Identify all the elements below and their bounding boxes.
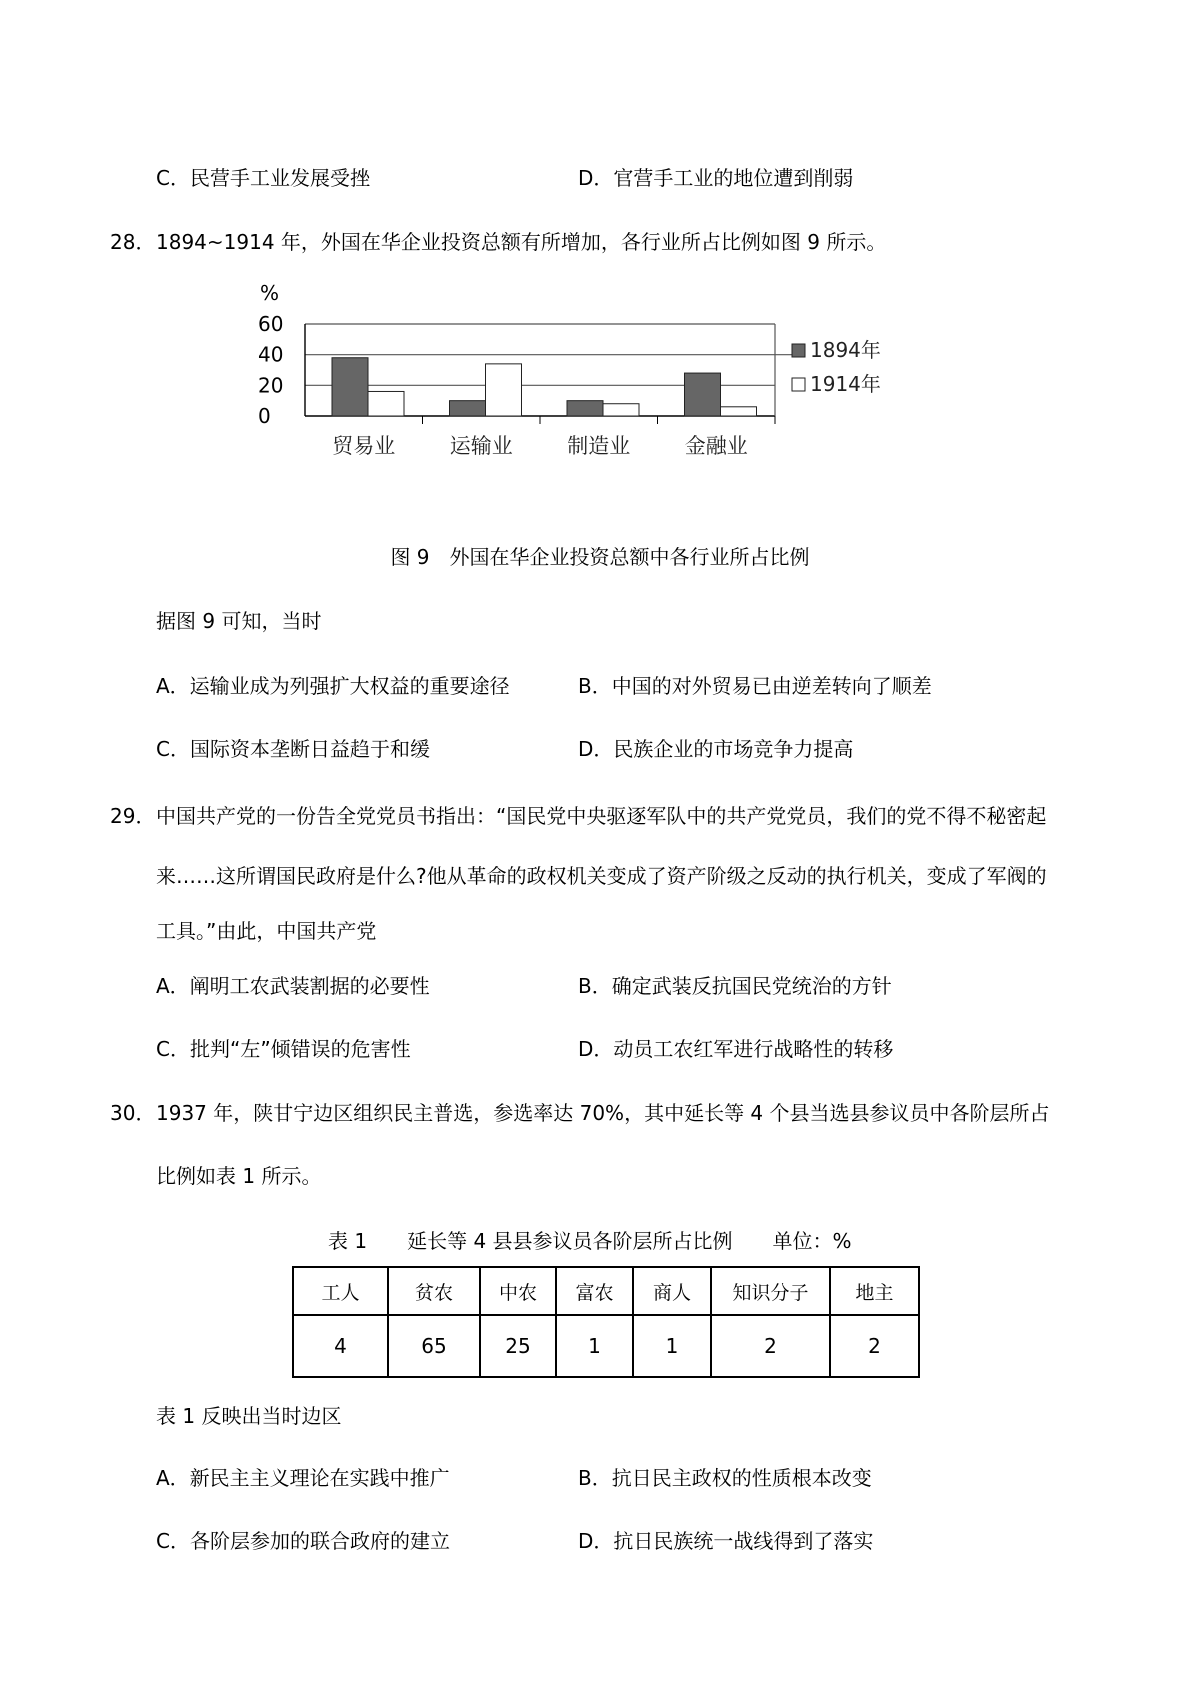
q28-option-c: C．国际资本垄断日益趋于和缓 — [156, 737, 430, 761]
legend-label: 1894年 — [810, 338, 881, 362]
q28-number: 28． — [110, 230, 156, 254]
q29-option-b: B．确定武装反抗国民党统治的方针 — [578, 974, 892, 998]
table-value-cell: 65 — [388, 1315, 480, 1377]
bar-series1 — [332, 358, 368, 416]
q28-stem: 1894~1914 年，外国在华企业投资总额有所增加，各行业所占比例如图 9 所示。 — [156, 230, 887, 254]
x-tick-label: 制造业 — [567, 434, 631, 458]
table-value-cell: 4 — [293, 1315, 388, 1377]
x-tick-label: 金融业 — [684, 434, 748, 458]
q29-option-a: A．阐明工农武装割据的必要性 — [156, 974, 430, 998]
chart-y-ticks — [258, 312, 283, 428]
figure-9-caption: 图 9 外国在华企业投资总额中各行业所占比例 — [390, 545, 810, 569]
q27-option-c: C．民营手工业发展受挫 — [156, 166, 370, 190]
q28-option-a: A．运输业成为列强扩大权益的重要途径 — [156, 674, 510, 698]
q29-stem-line-3: 工具。”由此，中国共产党 — [156, 919, 377, 943]
q29-stem-line-2: 来……这所谓国民政府是什么?他从革命的政权机关变成了资产阶级之反动的执行机关，变成了军阀的 — [156, 864, 1047, 888]
q30-stem-line-2: 比例如表 1 所示。 — [156, 1164, 322, 1188]
q30-option-a: A．新民主主义理论在实践中推广 — [156, 1466, 450, 1490]
q30-lead: 表 1 反映出当时边区 — [156, 1404, 342, 1428]
bar-series2 — [603, 404, 639, 416]
table-header-cell: 工人 — [293, 1267, 388, 1315]
q28-option-d: D．民族企业的市场竞争力提高 — [578, 737, 854, 761]
legend-swatch — [792, 378, 805, 391]
legend-label: 1914年 — [810, 372, 881, 396]
y-tick-label: 0 — [258, 404, 271, 428]
bar-series2 — [368, 391, 404, 416]
table-value-cell: 2 — [830, 1315, 919, 1377]
chart-legend — [792, 338, 881, 396]
q30-number: 30． — [110, 1101, 156, 1125]
q28-option-b: B．中国的对外贸易已由逆差转向了顺差 — [578, 674, 932, 698]
q29-option-d: D．动员工农红军进行战略性的转移 — [578, 1037, 894, 1061]
table-header-row — [293, 1267, 919, 1315]
table-header-cell: 地主 — [830, 1267, 919, 1315]
q29-option-c: C．批判“左”倾错误的危害性 — [156, 1037, 411, 1061]
table-value-cell: 1 — [633, 1315, 711, 1377]
q27-option-d: D．官营手工业的地位遭到削弱 — [578, 166, 854, 190]
table-header-cell: 富农 — [556, 1267, 633, 1315]
bar-series1 — [685, 373, 721, 416]
q30-stem-line-1: 1937 年，陕甘宁边区组织民主普选，参选率达 70%，其中延长等 4 个县当选县参议员中各阶层所占 — [156, 1101, 1050, 1125]
q28-bar-chart — [250, 282, 950, 512]
table-header-cell: 商人 — [633, 1267, 711, 1315]
bar-series1 — [450, 401, 486, 416]
bar-series1 — [567, 401, 603, 416]
q30-option-d: D．抗日民族统一战线得到了落实 — [578, 1529, 874, 1553]
table-value-cell: 1 — [556, 1315, 633, 1377]
table-1 — [292, 1266, 920, 1378]
bar-series2 — [721, 407, 757, 416]
chart-bars — [332, 358, 775, 424]
table-value-cell: 2 — [711, 1315, 830, 1377]
table-header-cell: 中农 — [480, 1267, 556, 1315]
x-tick-label: 贸易业 — [332, 434, 396, 458]
table-header-cell: 知识分子 — [711, 1267, 830, 1315]
chart-y-unit: % — [260, 282, 280, 305]
y-tick-label: 40 — [258, 342, 284, 367]
q30-option-c: C．各阶层参加的联合政府的建立 — [156, 1529, 450, 1553]
x-tick-label: 运输业 — [449, 434, 513, 458]
q30-option-b: B．抗日民主政权的性质根本改变 — [578, 1466, 872, 1490]
q28-lead: 据图 9 可知，当时 — [156, 609, 322, 633]
table-1-title: 表 1 延长等 4 县县参议员各阶层所占比例 单位：% — [328, 1229, 852, 1253]
y-tick-label: 20 — [258, 373, 284, 398]
y-tick-label: 60 — [258, 312, 284, 336]
q29-number: 29． — [110, 804, 156, 828]
table-value-row — [293, 1315, 919, 1377]
table-header-cell: 贫农 — [388, 1267, 480, 1315]
chart-x-labels — [332, 434, 748, 458]
bar-series2 — [486, 364, 522, 416]
table-value-cell: 25 — [480, 1315, 556, 1377]
q29-stem-line-1: 中国共产党的一份告全党党员书指出：“国民党中央驱逐军队中的共产党党员，我们的党不得不秘密起 — [156, 804, 1047, 828]
legend-swatch — [792, 344, 805, 357]
